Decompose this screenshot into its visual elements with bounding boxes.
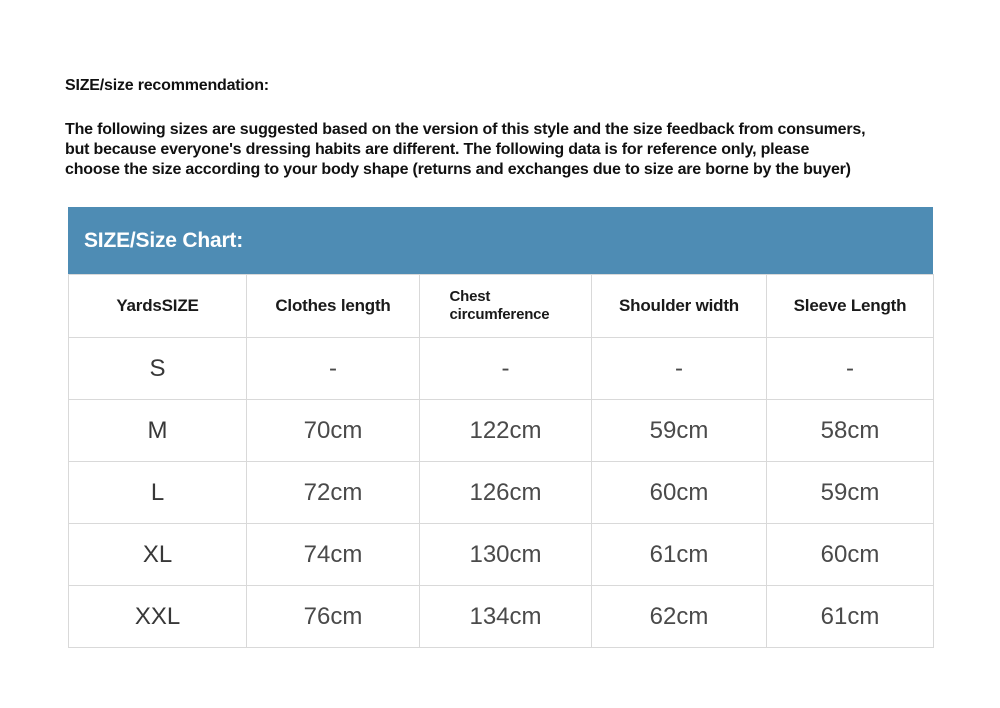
size-recommendation-text bbox=[65, 120, 865, 180]
value-cell: - bbox=[247, 338, 420, 400]
value-cell: 126cm bbox=[420, 462, 592, 524]
column-header-clothes-length: Clothes length bbox=[247, 275, 420, 338]
table-row-m bbox=[69, 400, 934, 462]
size-cell: XXL bbox=[69, 586, 247, 648]
value-cell: 122cm bbox=[420, 400, 592, 462]
value-cell: 60cm bbox=[592, 462, 767, 524]
value-cell: 74cm bbox=[247, 524, 420, 586]
column-header-chest-circumference bbox=[420, 275, 592, 338]
description-line: choose the size according to your body shape (returns and exchanges due to size are borne by the buyer) bbox=[65, 161, 851, 178]
table-header-row bbox=[69, 275, 934, 338]
size-cell: S bbox=[69, 338, 247, 400]
value-cell: - bbox=[767, 338, 934, 400]
description-line: but because everyone's dressing habits are different. The following data is for reference only, please bbox=[65, 141, 810, 158]
size-cell: M bbox=[69, 400, 247, 462]
value-cell: 130cm bbox=[420, 524, 592, 586]
value-cell: 59cm bbox=[767, 462, 934, 524]
value-cell: 58cm bbox=[767, 400, 934, 462]
value-cell: 134cm bbox=[420, 586, 592, 648]
column-header-sleeve-length: Sleeve Length bbox=[767, 275, 934, 338]
size-cell: L bbox=[69, 462, 247, 524]
column-header-size: YardsSIZE bbox=[69, 275, 247, 338]
value-cell: 70cm bbox=[247, 400, 420, 462]
value-cell: 72cm bbox=[247, 462, 420, 524]
value-cell: 61cm bbox=[592, 524, 767, 586]
size-chart-header-bar bbox=[68, 207, 933, 274]
table-row-xl bbox=[69, 524, 934, 586]
table-row-xxl bbox=[69, 586, 934, 648]
description-line: The following sizes are suggested based on the version of this style and the size feedback from consumers, bbox=[65, 121, 866, 138]
value-cell: 59cm bbox=[592, 400, 767, 462]
size-table bbox=[68, 274, 934, 648]
value-cell: - bbox=[592, 338, 767, 400]
table-row-s bbox=[69, 338, 934, 400]
column-header-chest-label: Chest circumference bbox=[449, 288, 550, 323]
value-cell: - bbox=[420, 338, 592, 400]
size-chart-title: SIZE/Size Chart: bbox=[84, 228, 243, 252]
value-cell: 76cm bbox=[247, 586, 420, 648]
table-row-l bbox=[69, 462, 934, 524]
size-chart-section bbox=[68, 207, 933, 648]
column-header-shoulder-width: Shoulder width bbox=[592, 275, 767, 338]
value-cell: 60cm bbox=[767, 524, 934, 586]
value-cell: 61cm bbox=[767, 586, 934, 648]
value-cell: 62cm bbox=[592, 586, 767, 648]
page-title: SIZE/size recommendation: bbox=[65, 77, 269, 94]
size-cell: XL bbox=[69, 524, 247, 586]
